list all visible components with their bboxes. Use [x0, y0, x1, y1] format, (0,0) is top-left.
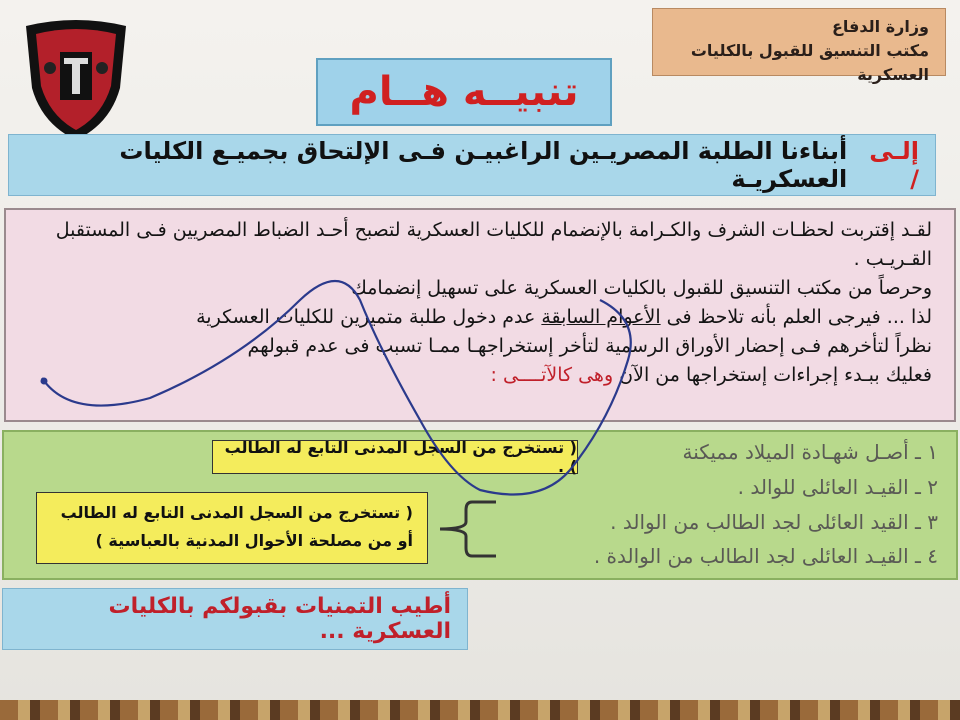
floor-background [0, 700, 960, 720]
body-paragraph-3 [24, 303, 932, 332]
document-item-3: ٣ ـ القيد العائلى لجد الطالب من الوالد . [610, 510, 938, 534]
document-item-2: ٢ ـ القيـد العائلى للوالد . [737, 475, 938, 499]
military-emblem-icon [20, 18, 132, 144]
alert-title: تنبيــه هــام [316, 58, 612, 126]
body-p5-start: فعليك ببـدء إجراءات إستخراجها من الآن [619, 364, 932, 386]
closing-wishes: أطيب التمنيات بقبولكم بالكليات العسكرية ... [2, 588, 468, 650]
ministry-header [652, 8, 946, 84]
document-item-4: ٤ ـ القيـد العائلى لجد الطالب من الوالدة . [593, 544, 938, 568]
ministry-name: وزارة الدفاع [831, 17, 929, 36]
body-paragraph-5 [24, 361, 932, 390]
address-to: إلـى / [869, 137, 919, 193]
body-paragraph-4: نظراً لتأخرهم فـى إحضار الأوراق الرسمية لتأخر إستخراجهـا ممـا تسبب فى عدم قبولهم [247, 335, 932, 357]
body-p5-end: وهى كالآتــــى : [490, 364, 614, 386]
body-p3-end: عدم دخول طلبة متميزين للكليات العسكرية [196, 306, 536, 328]
body-paragraph-1: لقـد إقتربت لحظـات الشرف والكـرامة بالإنضمام للكليات العسكرية لتصبح أحـد الضباط المصريين فـى المستقبل القـريـب . [55, 219, 932, 270]
body-paragraph-2: وحرصاً من مكتب التنسيق للقبول بالكليات العسكرية على تسهيل إنضمامك [351, 277, 932, 299]
address-text: أبناءنا الطلبة المصريـين الراغبيـن فـى الإلتحاق بجميـع الكليات العسكريـة [119, 137, 848, 193]
note2-line-2: أو من مصلحة الأحوال المدنية بالعباسية ) [95, 531, 413, 550]
bracket-icon [432, 496, 500, 562]
note-civil-registry: ( تستخرج من السجل المدنى التابع له الطالب ) . [212, 440, 578, 474]
office-name: مكتب التنسيق للقبول بالكليات العسكرية [690, 41, 929, 84]
document-item-1: ١ ـ أصـل شهـادة الميلاد مميكنة [682, 440, 938, 464]
body-p3-underline: الأعوام السابقة [541, 306, 661, 328]
note2-line-1: ( تستخرج من السجل المدنى التابع له الطالب [60, 503, 413, 522]
body-p3-start: لذا ... فيرجى العلم بأنه تلاحظ فى [666, 306, 932, 328]
address-bar [8, 134, 936, 196]
note-civil-registry-abbasia [36, 492, 428, 564]
body-text-box [4, 208, 956, 422]
